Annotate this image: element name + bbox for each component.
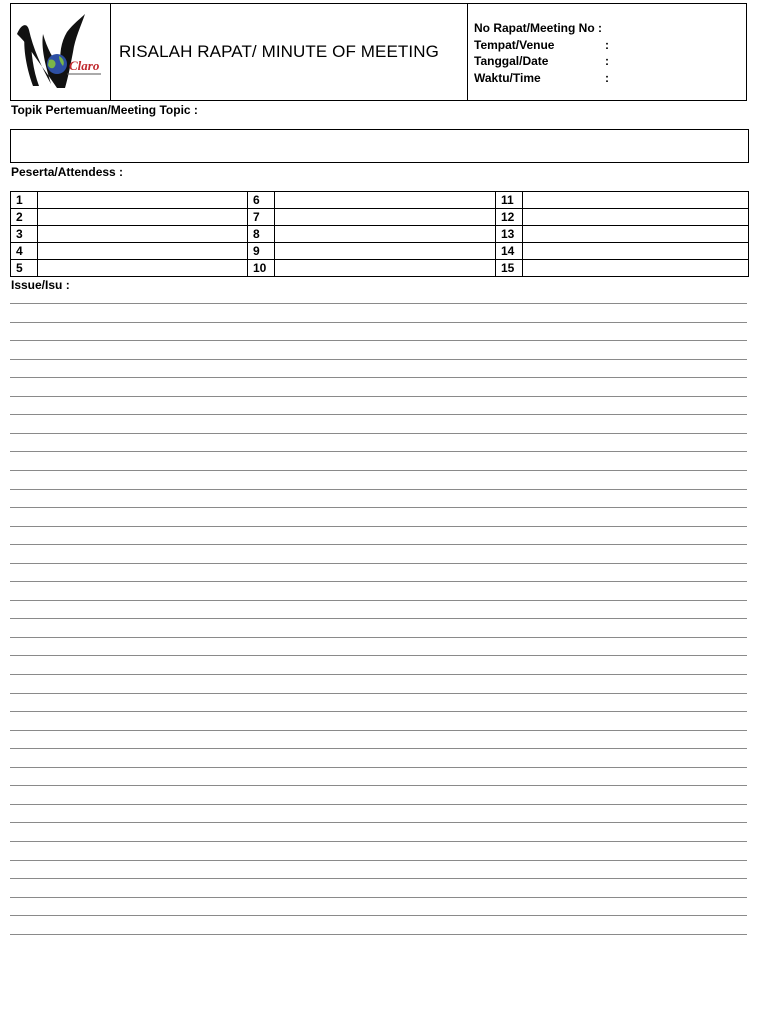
logo-text: Claro (69, 58, 100, 73)
meta-time (474, 70, 746, 87)
table-row (11, 243, 749, 260)
attendee-number: 5 (11, 260, 38, 277)
ruled-line (10, 934, 747, 935)
ruled-line (10, 767, 747, 768)
attendee-name-cell[interactable] (523, 260, 749, 277)
ruled-line (10, 822, 747, 823)
attendee-number: 9 (248, 243, 275, 260)
attendee-name-cell[interactable] (38, 243, 248, 260)
meta-separator: : (605, 37, 609, 52)
attendee-number: 1 (11, 192, 38, 209)
table-row (11, 226, 749, 243)
ruled-line (10, 451, 747, 452)
meeting-meta (468, 4, 746, 100)
attendees-table (10, 191, 749, 277)
ruled-line (10, 674, 747, 675)
meta-label: Tanggal/Date (474, 54, 549, 68)
ruled-line (10, 730, 747, 731)
ruled-line (10, 804, 747, 805)
ruled-line (10, 489, 747, 490)
ruled-line (10, 507, 747, 508)
meta-label: Tempat/Venue (474, 37, 555, 52)
ruled-line (10, 637, 747, 638)
meta-meeting-no (474, 20, 746, 37)
attendees-label: Peserta/Attendess : (11, 165, 124, 179)
claro-logo-icon (11, 4, 109, 100)
document-title: RISALAH RAPAT/ MINUTE OF MEETING (119, 42, 439, 61)
attendee-name-cell[interactable] (523, 209, 749, 226)
ruled-line (10, 359, 747, 360)
document-header (10, 3, 747, 101)
attendee-number: 15 (496, 260, 523, 277)
ruled-line (10, 377, 747, 378)
ruled-line (10, 860, 747, 861)
meta-label: Waktu/Time (474, 70, 541, 85)
table-row (11, 192, 749, 209)
ruled-line (10, 526, 747, 527)
attendee-name-cell[interactable] (275, 209, 496, 226)
topic-label: Topik Pertemuan/Meeting Topic : (11, 103, 198, 117)
ruled-line (10, 711, 747, 712)
attendee-number: 10 (248, 260, 275, 277)
attendee-name-cell[interactable] (523, 192, 749, 209)
meta-separator: : (605, 54, 609, 68)
issue-label: Issue/Isu : (11, 278, 70, 292)
ruled-line (10, 915, 747, 916)
attendee-name-cell[interactable] (38, 260, 248, 277)
attendee-number: 14 (496, 243, 523, 260)
ruled-line (10, 600, 747, 601)
meta-label: No Rapat/Meeting No : (474, 21, 602, 35)
title-cell (111, 4, 468, 100)
ruled-line (10, 303, 747, 304)
attendee-number: 2 (11, 209, 38, 226)
ruled-line (10, 897, 747, 898)
attendee-number: 7 (248, 209, 275, 226)
ruled-line (10, 322, 747, 323)
attendee-number: 8 (248, 226, 275, 243)
attendee-name-cell[interactable] (38, 192, 248, 209)
attendee-name-cell[interactable] (38, 226, 248, 243)
table-row (11, 209, 749, 226)
attendee-number: 6 (248, 192, 275, 209)
attendee-number: 3 (11, 226, 38, 243)
attendee-name-cell[interactable] (523, 243, 749, 260)
ruled-line (10, 396, 747, 397)
attendee-name-cell[interactable] (275, 226, 496, 243)
attendee-name-cell[interactable] (275, 192, 496, 209)
attendee-number: 13 (496, 226, 523, 243)
ruled-line (10, 785, 747, 786)
attendee-name-cell[interactable] (275, 243, 496, 260)
attendee-number: 12 (496, 209, 523, 226)
ruled-line (10, 655, 747, 656)
ruled-line (10, 470, 747, 471)
table-row (11, 260, 749, 277)
attendee-number: 11 (496, 192, 523, 209)
attendee-name-cell[interactable] (38, 209, 248, 226)
ruled-line (10, 748, 747, 749)
attendee-number: 4 (11, 243, 38, 260)
meta-date (474, 53, 746, 70)
attendee-name-cell[interactable] (523, 226, 749, 243)
ruled-line (10, 340, 747, 341)
ruled-line (10, 433, 747, 434)
topic-field[interactable] (10, 129, 749, 163)
ruled-line (10, 544, 747, 545)
meta-separator: : (605, 70, 609, 85)
ruled-line (10, 693, 747, 694)
logo-cell (11, 4, 111, 100)
ruled-line (10, 414, 747, 415)
ruled-line (10, 878, 747, 879)
ruled-line (10, 618, 747, 619)
ruled-line (10, 841, 747, 842)
attendee-name-cell[interactable] (275, 260, 496, 277)
ruled-line (10, 581, 747, 582)
meta-venue (474, 37, 746, 54)
ruled-line (10, 563, 747, 564)
